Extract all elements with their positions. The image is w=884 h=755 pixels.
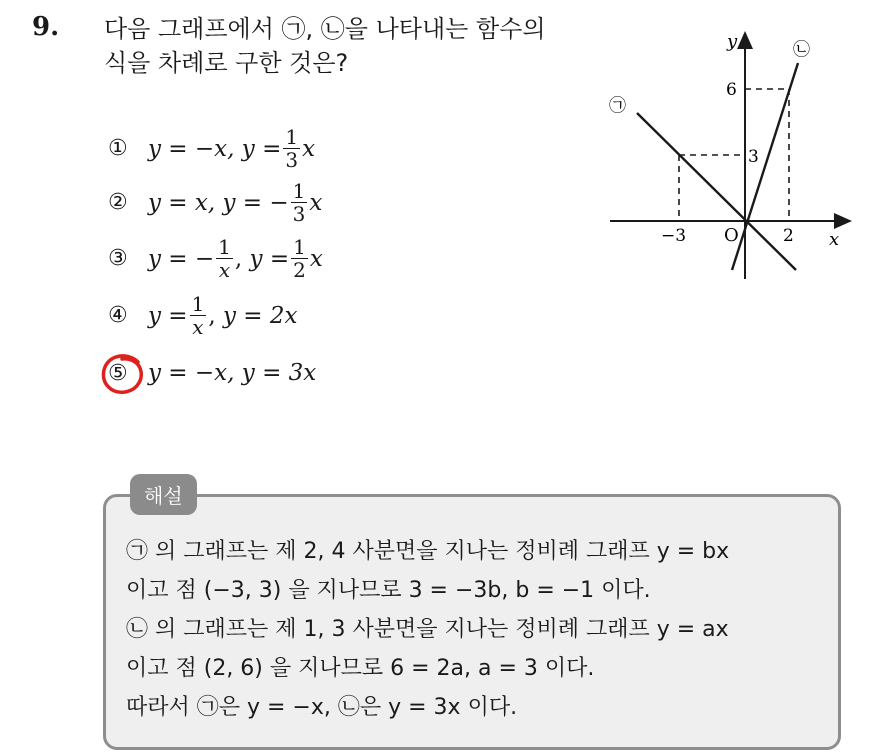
choice-a: y = [148, 302, 188, 329]
tick-label-2: 2 [783, 226, 794, 246]
fraction [190, 293, 207, 338]
denominator: 2 [293, 258, 306, 282]
function-graph [600, 25, 860, 285]
choice-b: y = 2x [222, 302, 298, 329]
solution-line-3: ㉡ 의 그래프는 제 1, 3 사분면을 지나는 정비례 그래프 y = ax [126, 617, 729, 642]
numerator: 1 [191, 292, 205, 316]
fraction [216, 236, 233, 281]
y-axis-label: y [727, 31, 738, 52]
fraction [283, 126, 300, 171]
choice-number: ③ [108, 246, 128, 271]
choice-b-tail: x [309, 245, 323, 272]
denominator: x [192, 315, 204, 339]
denominator: 3 [285, 148, 299, 172]
solution-line-1: ㉠ 의 그래프는 제 2, 4 사분면을 지나는 정비례 그래프 y = bx [126, 539, 730, 564]
line-a [637, 113, 796, 270]
choice-a: y = −x, [148, 360, 235, 386]
fraction [291, 180, 308, 225]
choice-3[interactable] [108, 236, 323, 281]
solution-line-4: 이고 점 (2, 6) 을 지나므로 6 = 2a, a = 3 이다. [126, 656, 595, 681]
line-b-label: ㉡ [793, 40, 810, 60]
x-axis-label: x [829, 229, 840, 250]
line-a-label: ㉠ [609, 96, 626, 116]
choice-a: y = x, [148, 189, 216, 216]
choice-b: y = [249, 245, 290, 272]
numerator: 1 [285, 125, 299, 149]
choice-b: y = − [222, 189, 289, 216]
solution-tag: 해설 [130, 474, 197, 515]
choice-b-tail: x [302, 135, 316, 162]
choice-1[interactable] [108, 126, 315, 171]
choice-number: ④ [108, 303, 128, 328]
choice-2[interactable] [108, 180, 322, 225]
question-line-2: 식을 차례로 구한 것은? [104, 49, 349, 77]
choice-b: y = [241, 135, 282, 162]
choice-number: ① [108, 136, 128, 161]
choice-a: y = −x, [148, 135, 235, 162]
numerator: 1 [293, 235, 306, 259]
question-text [104, 12, 546, 80]
choice-a-tail: , [234, 245, 243, 272]
solution-text [126, 532, 836, 727]
numerator: 1 [292, 179, 306, 203]
choice-b: y = 3x [241, 360, 317, 386]
answer-mark-circle [98, 350, 148, 400]
choice-number: ⑤ [108, 360, 128, 386]
solution-line-2: 이고 점 (−3, 3) 을 지나므로 3 = −3b, b = −1 이다. [126, 578, 651, 603]
fraction [291, 236, 308, 281]
choice-b-tail: x [309, 189, 323, 216]
tick-label-3: 3 [748, 147, 759, 167]
tick-label-neg3: −3 [661, 226, 687, 246]
denominator: x [218, 258, 231, 282]
tick-label-6: 6 [726, 80, 737, 100]
choice-a-tail: , [208, 302, 216, 329]
origin-label: O [724, 225, 739, 246]
choice-a: y = − [148, 245, 215, 272]
choice-number: ② [108, 190, 128, 215]
solution-line-5: 따라서 ㉠은 y = −x, ㉡은 y = 3x 이다. [126, 695, 518, 720]
question-line-1: 다음 그래프에서 ㉠, ㉡을 나타내는 함수의 [104, 15, 546, 43]
denominator: 3 [292, 202, 306, 226]
choice-4[interactable] [108, 293, 297, 338]
question-number: 9. [32, 12, 60, 42]
numerator: 1 [218, 235, 231, 259]
